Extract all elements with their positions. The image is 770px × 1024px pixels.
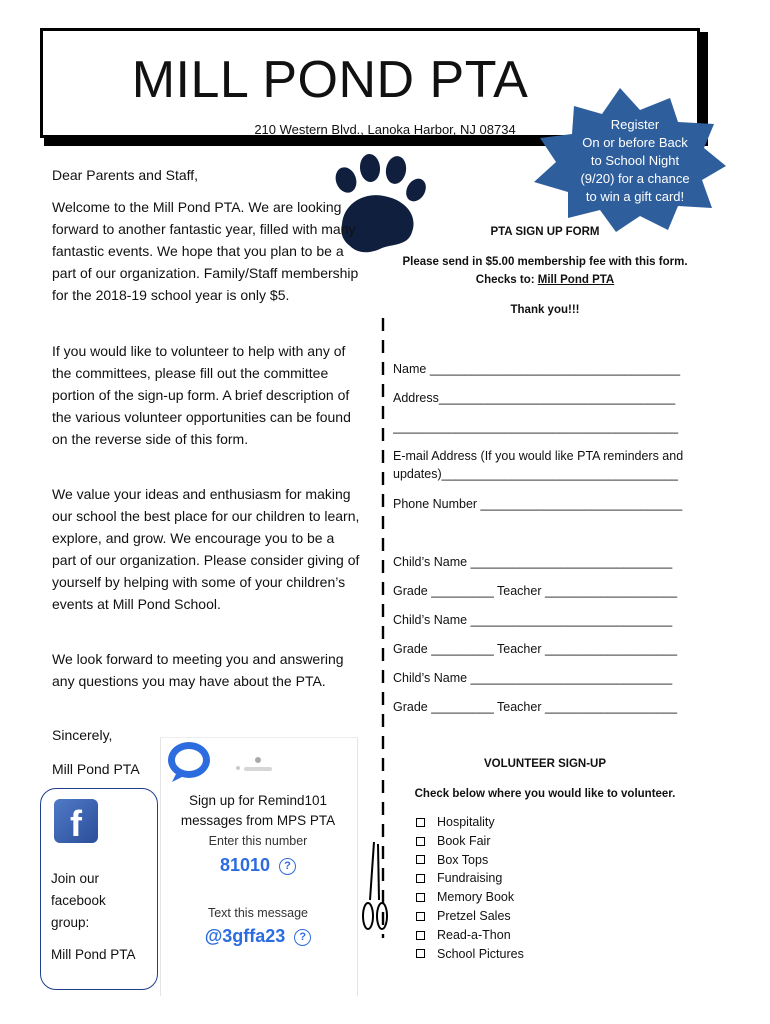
address-field-line2[interactable]: _________________________________________	[393, 420, 679, 434]
option-label: School Pictures	[437, 946, 524, 961]
child-name-field[interactable]: Child’s Name _____________________________	[393, 555, 673, 569]
checkbox[interactable]	[416, 837, 425, 846]
option-label: Book Fair	[437, 833, 491, 848]
option-label: Read-a-Thon	[437, 927, 511, 942]
promo-line: Register	[610, 117, 660, 132]
option-label: Fundraising	[437, 871, 503, 886]
volunteer-option[interactable]	[416, 926, 676, 945]
volunteer-option[interactable]	[416, 832, 676, 851]
checkbox[interactable]	[416, 855, 425, 864]
checks-payee: Mill Pond PTA	[537, 274, 615, 286]
page-title: MILL POND PTA	[131, 51, 529, 109]
grade-teacher-field[interactable]: Grade _________ Teacher ___________________	[393, 584, 678, 598]
option-label: Box Tops	[437, 852, 489, 867]
remind-number-value: 81010	[219, 855, 271, 875]
promo-line: to win a gift card!	[585, 189, 685, 204]
letter-signature: Mill Pond PTA	[52, 761, 140, 777]
facebook-group-text	[51, 868, 151, 966]
email-field[interactable]: updates)__________________________________	[393, 467, 679, 481]
promo-line: to School Night	[590, 153, 680, 168]
help-icon[interactable]: ?	[279, 858, 296, 875]
facebook-f-glyph: f	[70, 803, 82, 844]
letter-closing: Sincerely,	[52, 727, 113, 743]
volunteer-checklist	[416, 813, 676, 963]
email-field-label: E-mail Address (If you would like PTA reminders and	[393, 449, 684, 463]
facebook-group-name: Mill Pond PTA	[51, 947, 136, 962]
chat-bubble-icon	[166, 740, 212, 782]
facebook-line: facebook	[51, 893, 106, 908]
promo-line: (9/20) for a chance	[580, 171, 690, 186]
volunteer-option[interactable]	[416, 907, 676, 926]
remind-text-message: Text this message	[207, 906, 309, 920]
phone-field[interactable]: Phone Number _____________________________	[393, 497, 683, 511]
letter-paragraph: We value your ideas and enthusiasm for making our school the best place for our children to learn, explore, and grow. We encourage you to be a part of our organization. Please consider giving of yourself by helping with some of your children’s events at Mill Pond School.	[52, 486, 360, 612]
promo-text	[568, 116, 702, 206]
letter-paragraph: If you would like to volunteer to help with any of the committees, please fill out the committee portion of the sign-up form. A brief description of the various volunteer opportunities can be found on the reverse side of this form.	[52, 343, 351, 447]
name-field[interactable]: Name ____________________________________	[393, 362, 681, 376]
remind-enter-number: Enter this number	[208, 834, 308, 848]
help-icon[interactable]: ?	[294, 929, 311, 946]
checkbox[interactable]	[416, 893, 425, 902]
promo-line: On or before Back	[582, 135, 688, 150]
remind-signup	[160, 791, 356, 831]
checkbox[interactable]	[416, 818, 425, 827]
letter-paragraph: We look forward to meeting you and answering any questions you may have about the PTA.	[52, 651, 344, 689]
remind-code	[160, 926, 356, 947]
remind-line: messages from MPS PTA	[180, 813, 336, 828]
form-heading: PTA SIGN UP FORM	[490, 226, 600, 238]
checkbox[interactable]	[416, 949, 425, 958]
volunteer-heading: VOLUNTEER SIGN-UP	[483, 758, 607, 770]
option-label: Hospitality	[437, 815, 495, 829]
remind-code-value: @3gffa23	[204, 926, 286, 946]
remind-number	[160, 855, 356, 876]
checkbox[interactable]	[416, 874, 425, 883]
facebook-line: group:	[51, 915, 90, 930]
letter-greeting: Dear Parents and Staff,	[52, 167, 199, 183]
volunteer-option[interactable]	[416, 851, 676, 870]
checkbox[interactable]	[416, 912, 425, 921]
option-label: Memory Book	[437, 890, 515, 905]
child-name-field[interactable]: Child’s Name _____________________________	[393, 613, 673, 627]
grade-teacher-field[interactable]: Grade _________ Teacher ___________________	[393, 700, 678, 714]
option-label: Pretzel Sales	[437, 908, 511, 923]
checks-prefix: Checks to:	[475, 274, 538, 286]
address-field[interactable]: Address__________________________________	[393, 391, 676, 405]
scissors-icon	[360, 842, 390, 934]
form-thanks: Thank you!!!	[510, 304, 580, 316]
typing-dots-icon	[232, 756, 274, 774]
checkbox[interactable]	[416, 931, 425, 940]
letter-paragraph: Welcome to the Mill Pond PTA. We are looking forward to another fantastic year, filled with many fantastic events. We hope that you plan to be a part of our organization. Family/Staff membership for the 2018-19 school year is only $5.	[52, 199, 359, 303]
volunteer-option[interactable]	[416, 869, 676, 888]
volunteer-option[interactable]	[416, 813, 676, 832]
form-checks-to	[390, 274, 700, 286]
volunteer-option[interactable]	[416, 888, 676, 907]
form-instructions: Please send in $5.00 membership fee with this form.	[402, 256, 688, 268]
grade-teacher-field[interactable]: Grade _________ Teacher ___________________	[393, 642, 678, 656]
volunteer-instructions: Check below where you would like to volunteer.	[414, 788, 676, 800]
child-name-field[interactable]: Child’s Name _____________________________	[393, 671, 673, 685]
school-address: 210 Western Blvd., Lanoka Harbor, NJ 08734	[254, 122, 516, 137]
remind-line: Sign up for Remind101	[188, 793, 328, 808]
facebook-line: Join our	[51, 871, 100, 886]
volunteer-option[interactable]	[416, 945, 676, 964]
